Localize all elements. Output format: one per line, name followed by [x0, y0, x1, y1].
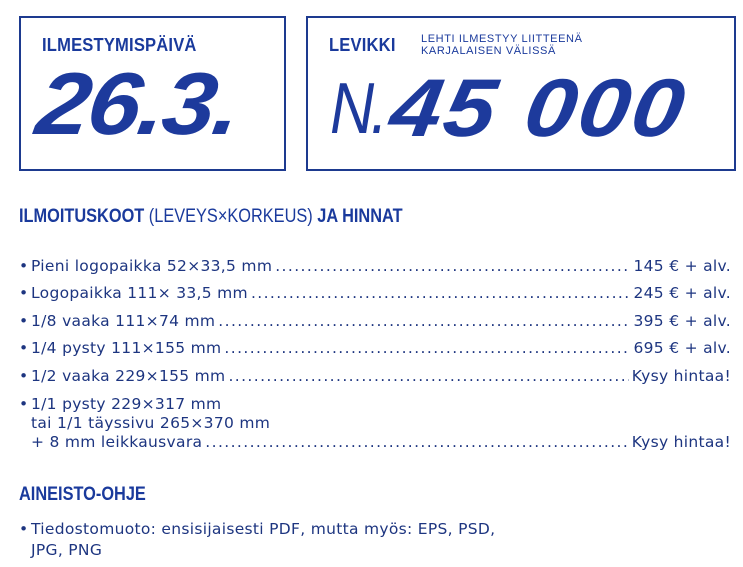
full-page-line3: + 8 mm leikkausvara: [31, 432, 203, 451]
price-item: [19, 331, 731, 359]
material-heading: AINEISTO-OHJE: [19, 484, 146, 505]
bullet: •: [19, 366, 29, 385]
sizes-heading: [19, 206, 403, 228]
publication-date-box: [19, 16, 286, 171]
price-item-desc: Pieni logopaikka 52×33,5 mm: [31, 256, 273, 275]
bullet: •: [19, 339, 29, 357]
price-item: [19, 248, 731, 276]
price-item: [19, 276, 731, 304]
price-item-price: 145 € + alv.: [633, 256, 731, 275]
price-item-desc: Logopaikka 111× 33,5 mm: [31, 284, 248, 302]
sizes-heading-light: (LEVEYS×KORKEUS): [148, 206, 313, 227]
publication-date-value: 26.3.: [30, 54, 247, 153]
sizes-heading-bold2: JA HINNAT: [317, 206, 403, 227]
circulation-subtitle-line2: KARJALAISEN VÄLISSÄ: [421, 45, 556, 57]
price-item-price: 395 € + alv.: [633, 311, 731, 330]
price-item: [19, 303, 731, 331]
bullet: •: [19, 394, 29, 413]
material-line1: Tiedostomuoto: ensisijaisesti PDF, mutta myös: EPS, PSD,: [31, 520, 496, 538]
circulation-subtitle-line1: LEHTI ILMESTYY LIITTEENÄ: [421, 33, 583, 45]
sizes-heading-bold: ILMOITUSKOOT: [19, 206, 145, 227]
full-page-price: Kysy hintaa!: [631, 432, 731, 451]
full-page-line2-row: [19, 414, 731, 433]
bullet: •: [19, 520, 29, 538]
leader-dots: [218, 311, 630, 331]
material-list: [19, 519, 731, 561]
price-item-price: 245 € + alv.: [633, 284, 731, 302]
leader-dots: [275, 256, 630, 276]
full-page-line1: 1/1 pysty 229×317 mm: [31, 394, 222, 413]
leader-dots: [251, 283, 631, 303]
circulation-value: 45 000: [384, 63, 693, 154]
price-list: [19, 248, 731, 452]
price-item: [19, 358, 731, 386]
bullet: •: [19, 284, 29, 302]
price-item-desc: 1/2 vaaka 229×155 mm: [31, 366, 226, 385]
full-page-line1-row: [19, 395, 731, 414]
price-item-price: 695 € + alv.: [633, 339, 731, 357]
price-item-full-page: [19, 395, 731, 452]
price-item-price: Kysy hintaa!: [631, 366, 731, 385]
leader-dots: [224, 338, 630, 358]
price-item-desc: 1/4 pysty 111×155 mm: [31, 339, 222, 357]
circulation-box: [306, 16, 736, 171]
bullet: •: [19, 256, 29, 275]
leader-dots: [228, 366, 628, 386]
material-item: [19, 519, 731, 561]
material-line2: JPG, PNG: [31, 541, 103, 559]
circulation-label: LEVIKKI: [329, 35, 396, 55]
circulation-subtitle: [421, 33, 583, 57]
full-page-line2: tai 1/1 täyssivu 265×370 mm: [31, 413, 271, 432]
publication-date-label: ILMESTYMISPÄIVÄ: [42, 35, 197, 55]
price-item-desc: 1/8 vaaka 111×74 mm: [31, 311, 216, 330]
leader-dots: [205, 433, 628, 452]
bullet: •: [19, 311, 29, 330]
circulation-prefix: N.: [330, 69, 385, 149]
full-page-line3-row: [19, 433, 731, 452]
